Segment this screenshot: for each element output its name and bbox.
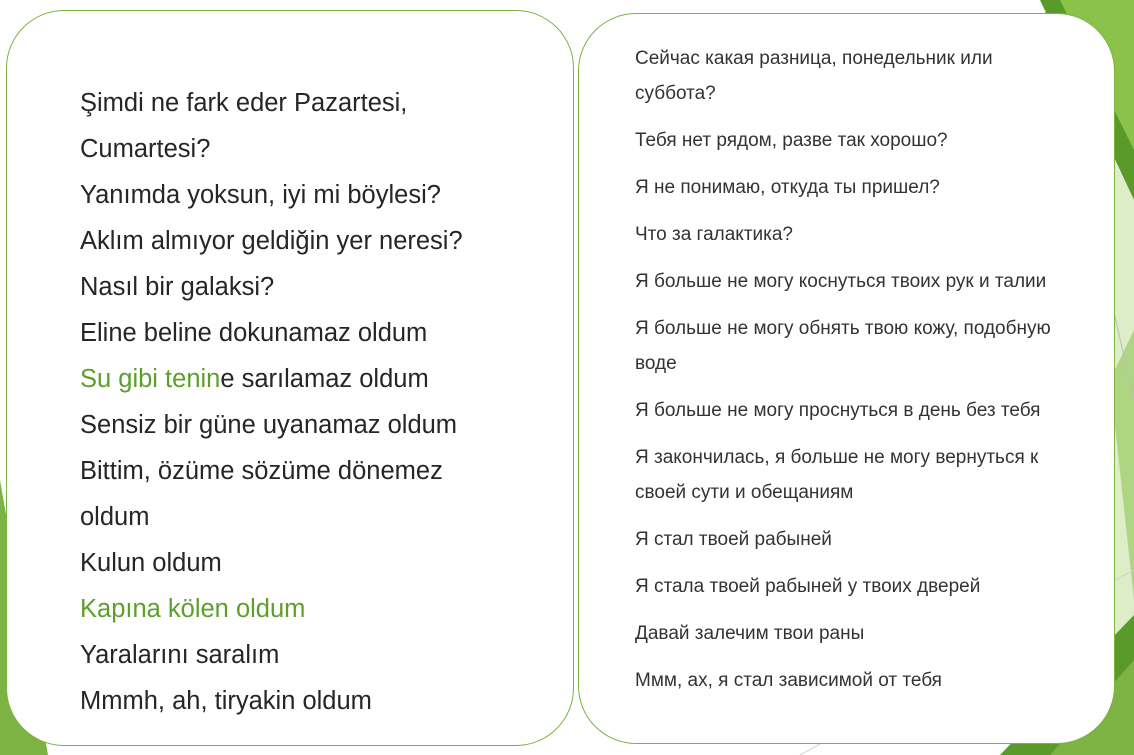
translation-line: Сейчас какая разница, понедельник или суббота? <box>635 48 993 104</box>
lyric-text: Aklım almıyor geldiğin yer neresi? <box>80 227 463 255</box>
highlighted-text: Su gibi tenin <box>80 365 221 393</box>
lyric-line <box>80 448 463 494</box>
lyric-text: e sarılamaz oldum <box>220 365 429 393</box>
lyric-line <box>80 80 463 126</box>
lyric-line <box>80 494 463 540</box>
lyric-line <box>80 126 463 172</box>
translation-line: Тебя нет рядом, разве так хорошо? <box>635 130 948 151</box>
lyric-text: Cumartesi? <box>80 135 211 163</box>
lyric-text: oldum <box>80 503 150 531</box>
lyric-line <box>80 218 463 264</box>
lyric-line <box>80 678 463 724</box>
lyric-line <box>80 540 463 586</box>
turkish-lyrics-panel <box>6 10 574 746</box>
lyric-text: Eline beline dokunamaz oldum <box>80 319 428 347</box>
lyric-line <box>80 402 463 448</box>
lyric-line <box>80 356 463 402</box>
russian-translation-list <box>635 41 1075 710</box>
lyric-text: Yanımda yoksun, iyi mi böylesi? <box>80 181 441 209</box>
lyric-text: Kulun oldum <box>80 549 222 577</box>
translation-line: Я больше не могу коснуться твоих рук и талии <box>635 271 1047 292</box>
translation-line: Я больше не могу проснуться в день без тебя <box>635 400 1041 421</box>
turkish-lyrics-list <box>80 80 463 724</box>
lyric-text: Sensiz bir güne uyanamaz oldum <box>80 411 458 439</box>
lyric-text: Şimdi ne fark eder Pazartesi, <box>80 89 408 117</box>
lyric-text: Yaralarını saralım <box>80 641 280 669</box>
highlighted-text: Kapına kölen oldum <box>80 595 306 623</box>
lyric-line <box>80 632 463 678</box>
translation-line: Я стал твоей рабыней <box>635 529 832 550</box>
lyric-text: Bittim, özüme sözüme dönemez <box>80 457 443 485</box>
lyric-line <box>80 172 463 218</box>
lyric-text: Nasıl bir galaksi? <box>80 273 275 301</box>
lyric-line <box>80 264 463 310</box>
translation-line: Я больше не могу обнять твою кожу, подобную воде <box>635 318 1051 374</box>
translation-line: Что за галактика? <box>635 224 793 245</box>
lyric-text: Mmmh, ah, tiryakin oldum <box>80 687 372 715</box>
russian-translation-panel <box>578 13 1115 744</box>
translation-line: Ммм, ах, я стал зависимой от тебя <box>635 670 942 691</box>
translation-line: Я закончилась, я больше не могу вернуться к своей сути и обещаниям <box>635 447 1039 503</box>
lyric-line <box>80 586 463 632</box>
translation-line: Я стала твоей рабыней у твоих дверей <box>635 576 981 597</box>
lyric-line <box>80 310 463 356</box>
translation-line: Я не понимаю, откуда ты пришел? <box>635 177 940 198</box>
translation-line: Давай залечим твои раны <box>635 623 865 644</box>
